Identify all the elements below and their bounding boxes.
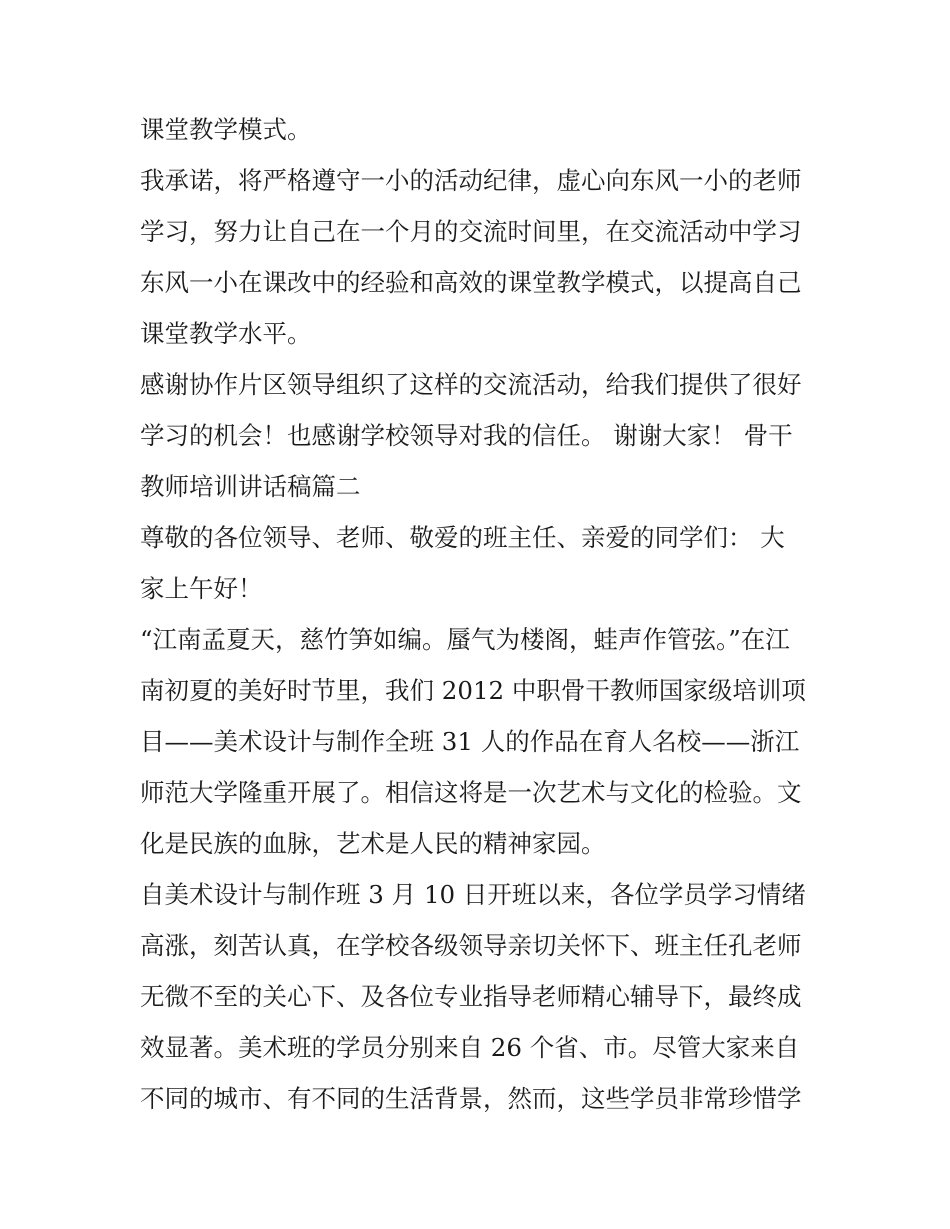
text-line: 学习的机会！也感谢学校领导对我的信任。 谢谢大家！ 骨干 <box>140 421 793 450</box>
text-line: 师范大学隆重开展了。相信这将是一次艺术与文化的检验。文 <box>140 778 802 807</box>
text-line: 学习，努力让自己在一个月的交流时间里，在交流活动中学习 <box>140 217 802 246</box>
text-line: 课堂教学水平。 <box>140 319 312 348</box>
text-line: 无微不至的关心下、及各位专业指导老师精心辅导下，最终成 <box>140 982 802 1011</box>
text-line: 课堂教学模式。 <box>140 115 312 144</box>
text-line: “江南孟夏天，慈竹笋如编。蜃气为楼阁，蛙声作管弦。”在江 <box>140 625 790 654</box>
text-line: 教师培训讲话稿篇二 <box>140 472 361 501</box>
text-line: 效显著。美术班的学员分别来自 26 个省、市。尽管大家来自 <box>140 1033 800 1062</box>
text-line: 南初夏的美好时节里，我们 2012 中职骨干教师国家级培训项 <box>140 676 806 705</box>
text-line: 高涨，刻苦认真，在学校各级领导亲切关怀下、班主任孔老师 <box>140 931 802 960</box>
text-line: 东风一小在课改中的经验和高效的课堂教学模式，以提高自己 <box>140 268 802 297</box>
text-line: 化是民族的血脉，艺术是人民的精神家园。 <box>140 829 606 858</box>
text-line: 我承诺，将严格遵守一小的活动纪律，虚心向东风一小的老师 <box>140 166 802 195</box>
text-line: 不同的城市、有不同的生活背景，然而，这些学员非常珍惜学 <box>140 1084 802 1113</box>
text-line: 尊敬的各位领导、老师、敬爱的班主任、亲爱的同学们： 大 <box>140 523 785 552</box>
text-line: 感谢协作片区领导组织了这样的交流活动，给我们提供了很好 <box>140 370 802 399</box>
text-line: 家上午好！ <box>140 574 263 603</box>
document-body <box>140 107 820 1127</box>
text-line: 自美术设计与制作班 3 月 10 日开班以来，各位学员学习情绪 <box>140 880 806 909</box>
text-line: 目——美术设计与制作全班 31 人的作品在育人名校——浙江 <box>140 727 800 756</box>
